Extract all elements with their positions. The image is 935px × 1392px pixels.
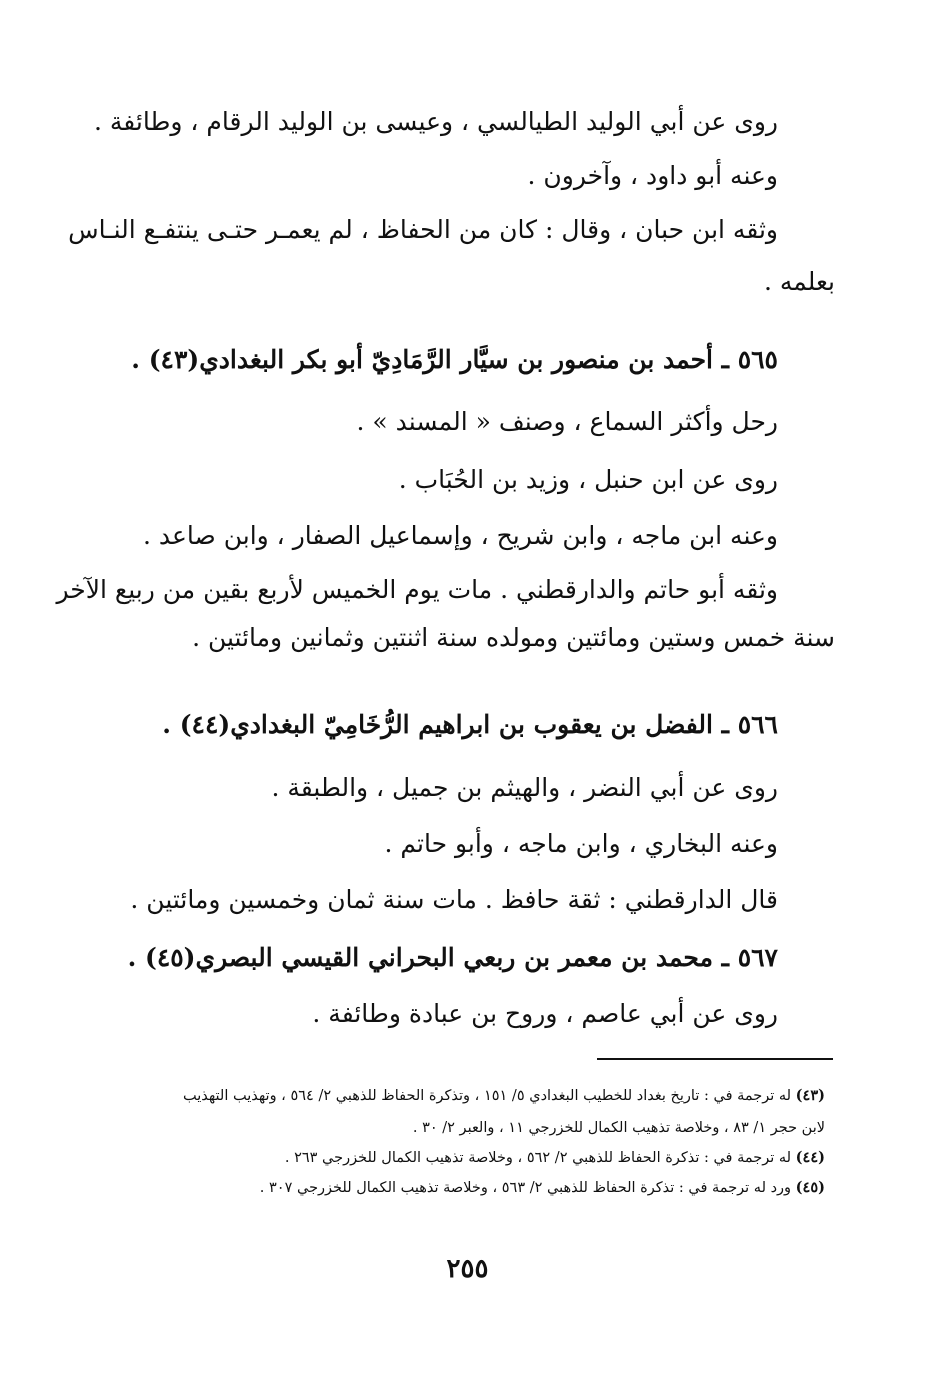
footnote-45 [260, 1176, 825, 1200]
text-line: وعنه البخاري ، وابن ماجه ، وأبو حاتم . [384, 829, 778, 858]
text-line: قال الدارقطني : ثقة حافظ . مات سنة ثمان وخمسين ومائتين . [130, 885, 778, 914]
entry-heading-565: ٥٦٥ ـ أحمد بن منصور بن سيَّار الرَّمَادِيّ أبو بكر البغدادي(٤٣) . [131, 345, 778, 374]
text-line: بعلمه . [763, 267, 835, 296]
footnote-text: له ترجمة في : تاريخ بغداد للخطيب البغدادي ٥/ ١٥١ ، وتذكرة الحفاظ للذهبي ٢/ ٥٦٤ ، وتهذيب التهذيب [182, 1088, 796, 1104]
footnote-43 [183, 1084, 825, 1108]
footnote-44 [285, 1146, 825, 1170]
footnote-text: ورد له ترجمة في : تذكرة الحفاظ للذهبي ٢/ ٥٦٣ ، وخلاصة تذهيب الكمال للخزرجي ٣٠٧ . [259, 1180, 796, 1196]
text-line: روى عن ابن حنبل ، وزيد بن الحُبَاب . [398, 465, 778, 494]
footnote-text: له ترجمة في : تذكرة الحفاظ للذهبي ٢/ ٥٦٢ ، وخلاصة تذهيب الكمال للخزرجي ٢٦٣ . [284, 1150, 796, 1166]
text-line: وثقه أبو حاتم والدارقطني . مات يوم الخميس لأربع بقين من ربيع الآخر [56, 575, 778, 604]
footnote-43-continued [413, 1116, 825, 1140]
text-line: وثقه ابن حبان ، وقال : كان من الحفاظ ، لم يعمـر حتـى ينتفـع النـاس [68, 215, 778, 244]
text-line: وعنه ابن ماجه ، وابن شريح ، وإسماعيل الصفار ، وابن صاعد . [143, 521, 778, 550]
text-line: سنة خمس وستين ومائتين ومولده سنة اثنتين وثمانين ومائتين . [192, 623, 835, 652]
page-number: ٢٥٥ [446, 1254, 489, 1284]
footnote-number: (٤٥) [795, 1179, 825, 1196]
text-line: روى عن أبي النضر ، والهيثم بن جميل ، والطبقة . [271, 773, 778, 802]
entry-heading-566: ٥٦٦ ـ الفضل بن يعقوب بن ابراهيم الرُّخَامِيّ البغدادي(٤٤) . [162, 710, 778, 739]
footnote-number: (٤٤) [795, 1149, 825, 1166]
footnote-separator [597, 1058, 833, 1060]
text-line: روى عن أبي عاصم ، وروح بن عبادة وطائفة . [312, 999, 778, 1028]
entry-heading-567: ٥٦٧ ـ محمد بن معمر بن ربعي البحراني القيسي البصري(٤٥) . [127, 943, 778, 972]
text-line: روى عن أبي الوليد الطيالسي ، وعيسى بن الوليد الرقام ، وطائفة . [93, 107, 778, 136]
footnote-number: (٤٣) [795, 1087, 825, 1104]
footnote-text: لابن حجر ١/ ٨٣ ، وخلاصة تذهيب الكمال للخزرجي ١١ ، والعبر ٢/ ٣٠ . [412, 1120, 825, 1136]
text-line: رحل وأكثر السماع ، وصنف « المسند » . [356, 407, 778, 436]
text-line: وعنه أبو داود ، وآخرون . [527, 161, 778, 190]
